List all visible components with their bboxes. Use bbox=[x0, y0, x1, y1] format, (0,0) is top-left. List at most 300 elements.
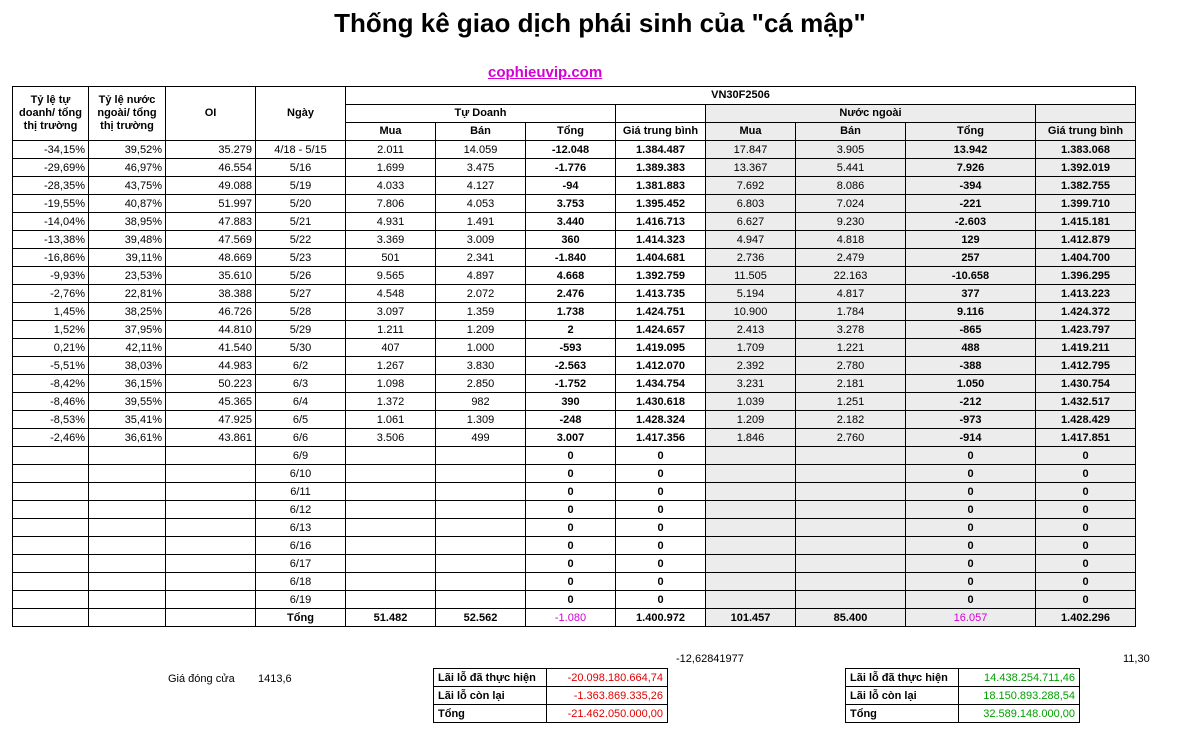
cell-td-mua bbox=[346, 465, 436, 483]
pl-nn-label: Tổng bbox=[846, 705, 959, 723]
pl-td-value: -21.462.050.000,00 bbox=[547, 705, 668, 723]
cell-td-tong: 0 bbox=[526, 465, 616, 483]
cell-nn-mua: 11.505 bbox=[706, 267, 796, 285]
header-oi: OI bbox=[166, 87, 256, 141]
cell-nn-tong: 377 bbox=[906, 285, 1036, 303]
cell-nn-gia: 1.399.710 bbox=[1036, 195, 1136, 213]
cell-oi: 43.861 bbox=[166, 429, 256, 447]
header-td-mua: Mua bbox=[346, 123, 436, 141]
cell-ratio-nn bbox=[89, 537, 166, 555]
cell-td-ban: 2.341 bbox=[436, 249, 526, 267]
table-row bbox=[13, 357, 1136, 375]
cell-td-mua: 4.548 bbox=[346, 285, 436, 303]
header-ratio-nn: Tỷ lệ nước ngoài/ tổng thị trường bbox=[89, 87, 166, 141]
header-nn-ban: Bán bbox=[796, 123, 906, 141]
cell-ratio-td: -19,55% bbox=[13, 195, 89, 213]
cell-nn-tong: 0 bbox=[906, 537, 1036, 555]
cell-td-gia: 1.428.324 bbox=[616, 411, 706, 429]
cell-ratio-td bbox=[13, 591, 89, 609]
cell-nn-tong: 1.050 bbox=[906, 375, 1036, 393]
cell-td-gia: 1.424.751 bbox=[616, 303, 706, 321]
cell-td-tong: 3.753 bbox=[526, 195, 616, 213]
cell-td-tong: 0 bbox=[526, 519, 616, 537]
cell-day: 6/3 bbox=[256, 375, 346, 393]
cell-oi: 44.983 bbox=[166, 357, 256, 375]
cell-nn-gia: 0 bbox=[1036, 519, 1136, 537]
cell-day: 5/20 bbox=[256, 195, 346, 213]
cell-td-tong: 0 bbox=[526, 483, 616, 501]
cell-oi bbox=[166, 483, 256, 501]
cell-oi: 46.554 bbox=[166, 159, 256, 177]
cell-ratio-td: -8,46% bbox=[13, 393, 89, 411]
cell-nn-mua: 1.709 bbox=[706, 339, 796, 357]
cell-td-ban bbox=[436, 537, 526, 555]
header-ratio-td: Tỷ lệ tự doanh/ tổng thị trường bbox=[13, 87, 89, 141]
cell-td-ban bbox=[436, 555, 526, 573]
cell-nn-tong: 257 bbox=[906, 249, 1036, 267]
cell-oi: 41.540 bbox=[166, 339, 256, 357]
cell-nn-mua: 17.847 bbox=[706, 141, 796, 159]
cell-td-mua: 4.033 bbox=[346, 177, 436, 195]
cell-nn-tong: 7.926 bbox=[906, 159, 1036, 177]
cell-td-mua bbox=[346, 573, 436, 591]
cell-ratio-nn: 39,55% bbox=[89, 393, 166, 411]
pl-nn-row bbox=[846, 687, 1080, 705]
cell-td-ban: 2.850 bbox=[436, 375, 526, 393]
cell-ratio-td bbox=[13, 465, 89, 483]
cell-ratio-td: -28,35% bbox=[13, 177, 89, 195]
table-row bbox=[13, 321, 1136, 339]
table-row bbox=[13, 537, 1136, 555]
header-td-tong: Tổng bbox=[526, 123, 616, 141]
cell-ratio-nn: 38,95% bbox=[89, 213, 166, 231]
cell-td-tong: 0 bbox=[526, 501, 616, 519]
cell-oi: 45.365 bbox=[166, 393, 256, 411]
cell-td-ban: 4.897 bbox=[436, 267, 526, 285]
cell-nn-ban: 4.818 bbox=[796, 231, 906, 249]
cell-td-gia: 1.404.681 bbox=[616, 249, 706, 267]
cell-ratio-td: -8,53% bbox=[13, 411, 89, 429]
pl-table-nuoc-ngoai bbox=[845, 668, 1080, 723]
table-row bbox=[13, 195, 1136, 213]
cell-nn-mua bbox=[706, 519, 796, 537]
cell-day: 6/5 bbox=[256, 411, 346, 429]
cell-ratio-td: -13,38% bbox=[13, 231, 89, 249]
cell-td-tong: 0 bbox=[526, 537, 616, 555]
cell-td-tong: 0 bbox=[526, 447, 616, 465]
table-row bbox=[13, 141, 1136, 159]
total-td-mua: 51.482 bbox=[346, 609, 436, 627]
cell-td-tong: 0 bbox=[526, 555, 616, 573]
table-row bbox=[13, 483, 1136, 501]
td-diff-value: -12,62841977 bbox=[676, 653, 744, 665]
cell-nn-ban: 1.784 bbox=[796, 303, 906, 321]
cell-td-gia: 0 bbox=[616, 483, 706, 501]
cell-ratio-nn: 39,48% bbox=[89, 231, 166, 249]
cell-ratio-td bbox=[13, 501, 89, 519]
header-tu-doanh: Tự Doanh bbox=[346, 105, 616, 123]
pl-nn-value: 32.589.148.000,00 bbox=[959, 705, 1080, 723]
table-row bbox=[13, 447, 1136, 465]
table-body bbox=[13, 141, 1136, 609]
cell-nn-tong: 0 bbox=[906, 447, 1036, 465]
cell-td-tong: -593 bbox=[526, 339, 616, 357]
cell-nn-ban: 1.251 bbox=[796, 393, 906, 411]
cell-td-gia: 1.417.356 bbox=[616, 429, 706, 447]
total-nn-ban: 85.400 bbox=[796, 609, 906, 627]
header-td-gia: Giá trung bình bbox=[616, 123, 706, 141]
cell-ratio-td: -9,93% bbox=[13, 267, 89, 285]
cell-td-mua: 4.931 bbox=[346, 213, 436, 231]
cell-nn-ban bbox=[796, 591, 906, 609]
cell-nn-mua: 10.900 bbox=[706, 303, 796, 321]
cell-oi: 47.569 bbox=[166, 231, 256, 249]
cell-td-ban bbox=[436, 483, 526, 501]
cell-td-ban bbox=[436, 573, 526, 591]
cell-td-mua bbox=[346, 555, 436, 573]
cell-td-gia: 1.395.452 bbox=[616, 195, 706, 213]
cell-td-tong: -1.776 bbox=[526, 159, 616, 177]
table-row bbox=[13, 573, 1136, 591]
pl-nn-value: 18.150.893.288,54 bbox=[959, 687, 1080, 705]
pl-nn-row bbox=[846, 669, 1080, 687]
header-day: Ngày bbox=[256, 87, 346, 141]
cell-ratio-nn: 36,15% bbox=[89, 375, 166, 393]
cell-ratio-nn: 36,61% bbox=[89, 429, 166, 447]
cell-ratio-td: 1,45% bbox=[13, 303, 89, 321]
cell-day: 6/11 bbox=[256, 483, 346, 501]
cell-ratio-nn: 46,97% bbox=[89, 159, 166, 177]
cell-day: 5/29 bbox=[256, 321, 346, 339]
cell-nn-ban: 3.278 bbox=[796, 321, 906, 339]
header-nuoc-ngoai: Nước ngoài bbox=[706, 105, 1036, 123]
cell-nn-mua: 6.803 bbox=[706, 195, 796, 213]
cell-td-gia: 1.434.754 bbox=[616, 375, 706, 393]
cell-nn-mua: 4.947 bbox=[706, 231, 796, 249]
cell-td-gia: 1.381.883 bbox=[616, 177, 706, 195]
header-nn-gia: Giá trung bình bbox=[1036, 123, 1136, 141]
cell-td-mua: 9.565 bbox=[346, 267, 436, 285]
cell-td-gia: 1.416.713 bbox=[616, 213, 706, 231]
cell-nn-gia: 1.413.223 bbox=[1036, 285, 1136, 303]
pl-td-value: -20.098.180.664,74 bbox=[547, 669, 668, 687]
cell-nn-gia: 1.424.372 bbox=[1036, 303, 1136, 321]
cell-nn-gia: 1.415.181 bbox=[1036, 213, 1136, 231]
cell-nn-mua bbox=[706, 447, 796, 465]
cell-nn-tong: 0 bbox=[906, 519, 1036, 537]
cell-nn-mua bbox=[706, 591, 796, 609]
cell-nn-gia: 1.396.295 bbox=[1036, 267, 1136, 285]
cell-day: 5/19 bbox=[256, 177, 346, 195]
cell-nn-gia: 1.412.795 bbox=[1036, 357, 1136, 375]
cell-oi: 51.997 bbox=[166, 195, 256, 213]
cell-ratio-td bbox=[13, 519, 89, 537]
cell-td-mua: 3.369 bbox=[346, 231, 436, 249]
cell-td-gia: 0 bbox=[616, 591, 706, 609]
cell-td-mua bbox=[346, 447, 436, 465]
cell-td-tong: 2 bbox=[526, 321, 616, 339]
cell-nn-gia: 0 bbox=[1036, 573, 1136, 591]
cell-day: 6/12 bbox=[256, 501, 346, 519]
cell-nn-gia: 1.383.068 bbox=[1036, 141, 1136, 159]
cell-nn-mua bbox=[706, 465, 796, 483]
cell-td-mua: 1.211 bbox=[346, 321, 436, 339]
cell-nn-gia: 1.417.851 bbox=[1036, 429, 1136, 447]
pl-nn-label: Lãi lỗ đã thực hiện bbox=[846, 669, 959, 687]
cell-day: 5/23 bbox=[256, 249, 346, 267]
cell-nn-gia: 0 bbox=[1036, 591, 1136, 609]
cell-nn-ban bbox=[796, 465, 906, 483]
cell-oi: 49.088 bbox=[166, 177, 256, 195]
cell-ratio-td: -2,76% bbox=[13, 285, 89, 303]
cell-oi: 46.726 bbox=[166, 303, 256, 321]
cell-nn-mua: 2.736 bbox=[706, 249, 796, 267]
cell-nn-ban bbox=[796, 519, 906, 537]
cell-ratio-nn: 42,11% bbox=[89, 339, 166, 357]
cell-nn-ban bbox=[796, 555, 906, 573]
cell-td-ban bbox=[436, 501, 526, 519]
pl-td-row bbox=[434, 669, 668, 687]
cell-day: 6/9 bbox=[256, 447, 346, 465]
cell-day: 6/18 bbox=[256, 573, 346, 591]
cell-nn-tong: -221 bbox=[906, 195, 1036, 213]
cell-td-ban: 4.127 bbox=[436, 177, 526, 195]
cell-td-ban bbox=[436, 465, 526, 483]
cell-nn-gia: 0 bbox=[1036, 501, 1136, 519]
cell-td-ban: 3.475 bbox=[436, 159, 526, 177]
cell-td-mua: 7.806 bbox=[346, 195, 436, 213]
cell-oi bbox=[166, 537, 256, 555]
cell-day: 5/22 bbox=[256, 231, 346, 249]
table-row bbox=[13, 285, 1136, 303]
cell-td-gia: 1.392.759 bbox=[616, 267, 706, 285]
cell-nn-gia: 1.419.211 bbox=[1036, 339, 1136, 357]
cell-td-mua bbox=[346, 591, 436, 609]
cell-nn-gia: 0 bbox=[1036, 465, 1136, 483]
cell-nn-gia: 1.382.755 bbox=[1036, 177, 1136, 195]
cell-nn-tong: 9.116 bbox=[906, 303, 1036, 321]
pl-td-label: Lãi lỗ đã thực hiện bbox=[434, 669, 547, 687]
cell-td-gia: 1.419.095 bbox=[616, 339, 706, 357]
cell-td-ban: 1.000 bbox=[436, 339, 526, 357]
cell-nn-tong: 13.942 bbox=[906, 141, 1036, 159]
cell-nn-tong: -388 bbox=[906, 357, 1036, 375]
cell-ratio-nn: 38,03% bbox=[89, 357, 166, 375]
cell-td-gia: 1.430.618 bbox=[616, 393, 706, 411]
cell-nn-gia: 1.430.754 bbox=[1036, 375, 1136, 393]
cell-nn-ban: 8.086 bbox=[796, 177, 906, 195]
cell-ratio-nn: 38,25% bbox=[89, 303, 166, 321]
cell-nn-tong: -212 bbox=[906, 393, 1036, 411]
cell-td-ban bbox=[436, 591, 526, 609]
site-link[interactable]: cophieuvip.com bbox=[488, 64, 603, 81]
total-td-tong: -1.080 bbox=[526, 609, 616, 627]
cell-day: 6/6 bbox=[256, 429, 346, 447]
cell-day: 5/28 bbox=[256, 303, 346, 321]
cell-nn-mua bbox=[706, 483, 796, 501]
nn-diff-value: 11,30 bbox=[1123, 653, 1150, 665]
table-row bbox=[13, 159, 1136, 177]
cell-td-gia: 0 bbox=[616, 447, 706, 465]
cell-nn-tong: -10.658 bbox=[906, 267, 1036, 285]
cell-day: 5/26 bbox=[256, 267, 346, 285]
cell-nn-tong: -394 bbox=[906, 177, 1036, 195]
cell-nn-gia: 0 bbox=[1036, 555, 1136, 573]
pl-td-label: Tổng bbox=[434, 705, 547, 723]
pl-td-label: Lãi lỗ còn lại bbox=[434, 687, 547, 705]
header-td-ban: Bán bbox=[436, 123, 526, 141]
cell-day: 5/30 bbox=[256, 339, 346, 357]
cell-ratio-nn: 35,41% bbox=[89, 411, 166, 429]
cell-td-tong: -1.840 bbox=[526, 249, 616, 267]
cell-td-ban: 1.209 bbox=[436, 321, 526, 339]
cell-day: 6/10 bbox=[256, 465, 346, 483]
cell-nn-ban: 3.905 bbox=[796, 141, 906, 159]
total-nn-gia: 1.402.296 bbox=[1036, 609, 1136, 627]
cell-nn-ban bbox=[796, 537, 906, 555]
pl-td-row bbox=[434, 705, 668, 723]
cell-td-ban: 2.072 bbox=[436, 285, 526, 303]
cell-td-tong: -1.752 bbox=[526, 375, 616, 393]
cell-nn-mua: 1.209 bbox=[706, 411, 796, 429]
cell-nn-mua: 6.627 bbox=[706, 213, 796, 231]
table-row bbox=[13, 231, 1136, 249]
cell-ratio-nn bbox=[89, 465, 166, 483]
cell-ratio-td: -8,42% bbox=[13, 375, 89, 393]
cell-td-gia: 1.389.383 bbox=[616, 159, 706, 177]
pl-nn-label: Lãi lỗ còn lại bbox=[846, 687, 959, 705]
cell-td-tong: 4.668 bbox=[526, 267, 616, 285]
cell-nn-mua: 1.846 bbox=[706, 429, 796, 447]
cell-td-mua: 2.011 bbox=[346, 141, 436, 159]
cell-nn-gia: 0 bbox=[1036, 483, 1136, 501]
cell-td-gia: 0 bbox=[616, 537, 706, 555]
cell-td-tong: -248 bbox=[526, 411, 616, 429]
pl-nn-value: 14.438.254.711,46 bbox=[959, 669, 1080, 687]
cell-nn-ban: 2.760 bbox=[796, 429, 906, 447]
cell-nn-ban: 22.163 bbox=[796, 267, 906, 285]
pl-td-value: -1.363.869.335,26 bbox=[547, 687, 668, 705]
cell-oi: 38.388 bbox=[166, 285, 256, 303]
page-title: Thống kê giao dịch phái sinh của "cá mập" bbox=[334, 8, 866, 38]
cell-nn-tong: 488 bbox=[906, 339, 1036, 357]
cell-day: 5/27 bbox=[256, 285, 346, 303]
cell-td-mua bbox=[346, 519, 436, 537]
cell-ratio-td: 1,52% bbox=[13, 321, 89, 339]
cell-ratio-nn: 43,75% bbox=[89, 177, 166, 195]
cell-td-tong: 1.738 bbox=[526, 303, 616, 321]
cell-nn-mua: 2.413 bbox=[706, 321, 796, 339]
cell-td-mua bbox=[346, 501, 436, 519]
header-nn-mua: Mua bbox=[706, 123, 796, 141]
cell-nn-gia: 1.392.019 bbox=[1036, 159, 1136, 177]
cell-oi: 48.669 bbox=[166, 249, 256, 267]
cell-td-gia: 1.414.323 bbox=[616, 231, 706, 249]
table-row bbox=[13, 213, 1136, 231]
cell-day: 6/16 bbox=[256, 537, 346, 555]
cell-ratio-td bbox=[13, 483, 89, 501]
cell-ratio-td bbox=[13, 447, 89, 465]
cell-td-gia: 1.412.070 bbox=[616, 357, 706, 375]
cell-oi bbox=[166, 591, 256, 609]
cell-nn-tong: 0 bbox=[906, 483, 1036, 501]
cell-td-gia: 0 bbox=[616, 555, 706, 573]
cell-td-tong: 360 bbox=[526, 231, 616, 249]
cell-ratio-td: -2,46% bbox=[13, 429, 89, 447]
cell-oi bbox=[166, 555, 256, 573]
cell-nn-ban: 9.230 bbox=[796, 213, 906, 231]
total-nn-tong: 16.057 bbox=[906, 609, 1036, 627]
cell-nn-ban bbox=[796, 501, 906, 519]
cell-nn-tong: -2.603 bbox=[906, 213, 1036, 231]
cell-nn-tong: 0 bbox=[906, 465, 1036, 483]
cell-nn-gia: 1.432.517 bbox=[1036, 393, 1136, 411]
cell-nn-mua bbox=[706, 537, 796, 555]
cell-nn-mua: 3.231 bbox=[706, 375, 796, 393]
cell-ratio-nn: 39,11% bbox=[89, 249, 166, 267]
cell-oi: 44.810 bbox=[166, 321, 256, 339]
cell-nn-ban: 2.780 bbox=[796, 357, 906, 375]
cell-nn-ban: 7.024 bbox=[796, 195, 906, 213]
cell-td-ban: 4.053 bbox=[436, 195, 526, 213]
table-row bbox=[13, 177, 1136, 195]
cell-td-ban: 3.009 bbox=[436, 231, 526, 249]
cell-td-mua: 1.098 bbox=[346, 375, 436, 393]
table-row bbox=[13, 411, 1136, 429]
cell-nn-mua: 1.039 bbox=[706, 393, 796, 411]
cell-nn-mua: 5.194 bbox=[706, 285, 796, 303]
cell-nn-tong: 0 bbox=[906, 555, 1036, 573]
cell-nn-gia: 1.412.879 bbox=[1036, 231, 1136, 249]
cell-ratio-td: -29,69% bbox=[13, 159, 89, 177]
cell-td-mua: 1.267 bbox=[346, 357, 436, 375]
cell-ratio-nn bbox=[89, 519, 166, 537]
cell-oi bbox=[166, 573, 256, 591]
cell-td-mua: 1.699 bbox=[346, 159, 436, 177]
cell-td-tong: 0 bbox=[526, 591, 616, 609]
cell-td-mua bbox=[346, 483, 436, 501]
cell-nn-tong: -973 bbox=[906, 411, 1036, 429]
derivatives-table bbox=[12, 86, 1136, 627]
cell-day: 5/21 bbox=[256, 213, 346, 231]
table-row bbox=[13, 429, 1136, 447]
table-row bbox=[13, 339, 1136, 357]
cell-nn-ban: 2.479 bbox=[796, 249, 906, 267]
cell-ratio-td bbox=[13, 573, 89, 591]
table-row bbox=[13, 375, 1136, 393]
cell-day: 5/16 bbox=[256, 159, 346, 177]
cell-day: 6/4 bbox=[256, 393, 346, 411]
cell-nn-ban: 2.182 bbox=[796, 411, 906, 429]
cell-oi: 47.925 bbox=[166, 411, 256, 429]
cell-nn-gia: 0 bbox=[1036, 537, 1136, 555]
cell-ratio-td: -14,04% bbox=[13, 213, 89, 231]
cell-nn-mua bbox=[706, 573, 796, 591]
cell-oi bbox=[166, 447, 256, 465]
cell-td-mua: 407 bbox=[346, 339, 436, 357]
cell-oi: 35.279 bbox=[166, 141, 256, 159]
cell-td-ban: 1.491 bbox=[436, 213, 526, 231]
cell-ratio-td bbox=[13, 537, 89, 555]
cell-td-tong: -12.048 bbox=[526, 141, 616, 159]
cell-td-ban: 1.359 bbox=[436, 303, 526, 321]
cell-oi: 35.610 bbox=[166, 267, 256, 285]
cell-td-ban bbox=[436, 447, 526, 465]
cell-td-ban: 14.059 bbox=[436, 141, 526, 159]
cell-ratio-nn: 23,53% bbox=[89, 267, 166, 285]
table-row bbox=[13, 465, 1136, 483]
cell-td-ban: 982 bbox=[436, 393, 526, 411]
